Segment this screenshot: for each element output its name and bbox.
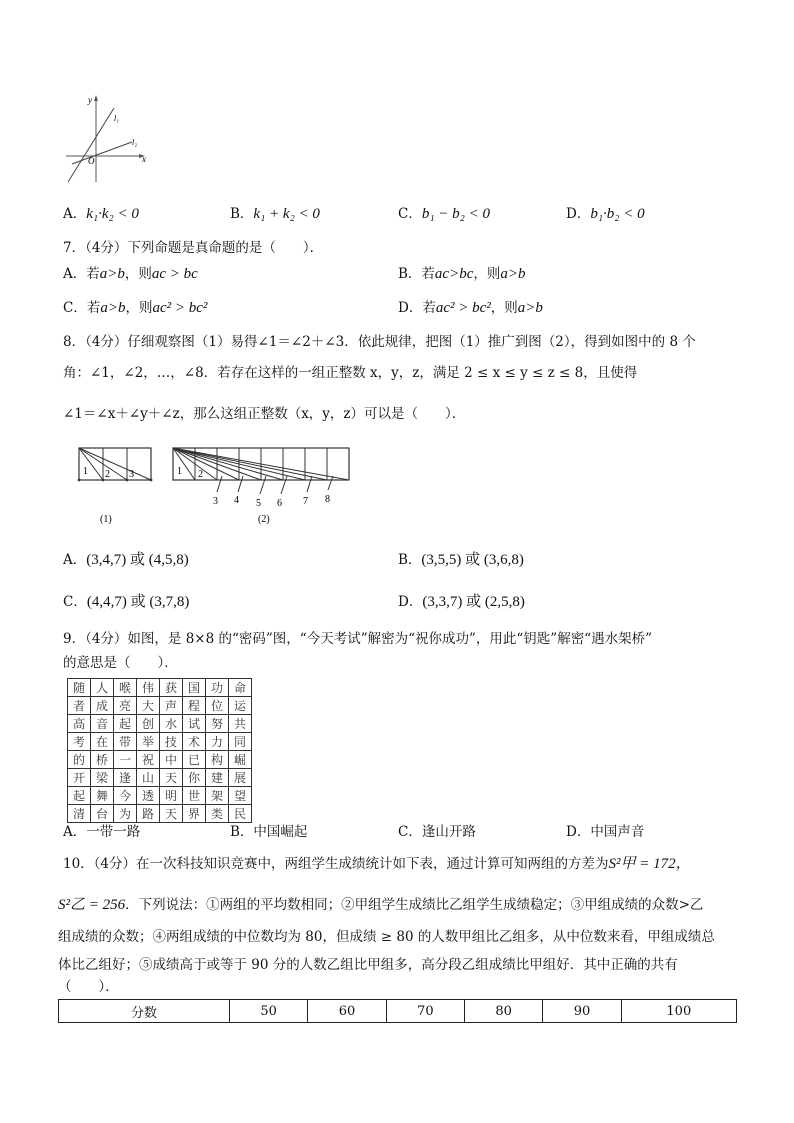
grid-cell: 山 <box>137 769 160 787</box>
grid-cell: 音 <box>91 715 114 733</box>
l1-label: l₁ <box>114 114 120 123</box>
table-cell: 50 <box>230 1000 308 1023</box>
grid-cell: 命 <box>229 679 252 697</box>
option-text: 中国崛起 <box>253 824 308 840</box>
grid-cell: 逢 <box>114 769 137 787</box>
grid-cell: 明 <box>160 787 183 805</box>
q6-option-d[interactable] <box>566 202 645 223</box>
option-expression: b₁·b₂ < 0 <box>590 206 645 222</box>
variance-jia: S²甲 = 172， <box>608 856 691 872</box>
q9-option-c[interactable] <box>398 820 476 840</box>
grid-cell: 今 <box>114 787 137 805</box>
grid-cell: 同 <box>229 733 252 751</box>
option-letter: A． <box>63 552 87 568</box>
grid-cell: 展 <box>229 769 252 787</box>
q6-line-graph <box>60 90 155 185</box>
grid-row <box>68 697 252 715</box>
line-l2 <box>72 142 132 164</box>
option-result: ac² > bc² <box>152 300 208 316</box>
option-letter: A．若 <box>63 266 100 282</box>
option-condition: ac² > bc² <box>435 300 491 316</box>
q9-option-a[interactable] <box>63 820 140 840</box>
option-letter: D． <box>566 824 591 840</box>
q10-stem-line-4: 体比乙组好；⑤成绩高于或等于 90 分的人数乙组比甲组多，高分段乙组成绩比甲组好．其中正确的共有 <box>58 957 678 973</box>
grid-cell: 梁 <box>91 769 114 787</box>
grid-cell: 祝 <box>137 751 160 769</box>
angle-label: 3 <box>129 469 134 480</box>
grid-cell: 的 <box>68 751 91 769</box>
grid-cell: 民 <box>229 805 252 823</box>
y-axis-label: y <box>88 95 92 105</box>
grid-cell: 运 <box>229 697 252 715</box>
grid-cell: 舞 <box>91 787 114 805</box>
grid-cell: 创 <box>137 715 160 733</box>
grid-row <box>68 751 252 769</box>
grid-cell: 清 <box>68 805 91 823</box>
grid-cell: 起 <box>114 715 137 733</box>
option-connector: ，则 <box>473 266 501 282</box>
grid-row <box>68 787 252 805</box>
grid-cell: 路 <box>137 805 160 823</box>
grid-cell: 技 <box>160 733 183 751</box>
grid-cell: 一 <box>114 751 137 769</box>
table-cell: 60 <box>308 1000 386 1023</box>
grid-cell: 水 <box>160 715 183 733</box>
option-letter: C． <box>398 824 422 840</box>
option-text: 中国声音 <box>590 824 645 840</box>
q8-option-d[interactable] <box>398 590 525 611</box>
option-letter: B． <box>230 206 254 222</box>
grid-cell: 架 <box>206 787 229 805</box>
grid-row <box>68 733 252 751</box>
option-condition: a>b <box>99 266 125 282</box>
grid-cell: 试 <box>183 715 206 733</box>
q8-option-b[interactable] <box>398 548 524 569</box>
grid-cell: 桥 <box>91 751 114 769</box>
option-expression: (4,4,7) 或 (3,7,8) <box>86 594 190 610</box>
angle-label: 5 <box>256 498 261 509</box>
option-letter: A． <box>63 206 87 222</box>
score-table <box>58 999 737 1023</box>
variance-yi: S²乙 = 256 <box>58 897 126 913</box>
grid-cell: 位 <box>206 697 229 715</box>
table-header-row <box>59 1000 737 1023</box>
q9-stem-line-1: 9．（4分）如图，是 8×8 的“密码”图，“今天考试”解密为“祝你成功”，用此“钥匙”解密“遇水架桥” <box>63 631 653 647</box>
option-expression: (3,4,7) 或 (4,5,8) <box>86 552 189 568</box>
q8-stem-line-1: 8．（4分）仔细观察图（1）易得∠1＝∠2＋∠3．依此规律，把图（1）推广到图（2），得到如图中的 8 个 <box>63 334 696 350</box>
q6-option-a[interactable] <box>63 202 139 223</box>
grid-row <box>68 769 252 787</box>
q8-figure-2 <box>170 444 360 528</box>
grid-row <box>68 715 252 733</box>
q10-stem-text: ．下列说法：①两组的平均数相同；②甲组学生成绩比乙组学生成绩稳定；③甲组成绩的众数>乙 <box>125 897 704 913</box>
l2-label: l₂ <box>132 138 138 147</box>
q9-option-b[interactable] <box>230 820 307 840</box>
grid-cell: 亮 <box>114 697 137 715</box>
option-letter: D． <box>566 206 591 222</box>
option-letter: C． <box>398 206 422 222</box>
grid-cell: 在 <box>91 733 114 751</box>
q10-stem-line-2 <box>58 893 703 914</box>
option-result: ac > bc <box>151 266 198 282</box>
grid-cell: 程 <box>183 697 206 715</box>
grid-cell: 伟 <box>137 679 160 697</box>
q10-stem-line-5: （ ）． <box>58 979 119 995</box>
option-connector: ，则 <box>124 266 152 282</box>
option-letter: B． <box>398 552 422 568</box>
grid-cell: 透 <box>137 787 160 805</box>
q6-option-c[interactable] <box>398 202 490 223</box>
grid-cell: 人 <box>91 679 114 697</box>
option-expression: k₁ + k₂ < 0 <box>253 206 320 222</box>
option-letter: D．若 <box>398 300 436 316</box>
q7-option-d[interactable] <box>398 296 543 317</box>
option-condition: a>b <box>100 300 126 316</box>
q7-option-b[interactable] <box>398 262 525 283</box>
grid-cell: 台 <box>91 805 114 823</box>
q10-stem-line-3: 组成绩的众数；④两组成绩的中位数均为 80，但成绩 ≥ 80 的人数甲组比乙组多，从中位数来看，甲组成绩总 <box>58 929 715 945</box>
grid-cell: 中 <box>160 751 183 769</box>
angle-label: 1 <box>83 466 88 477</box>
grid-cell: 大 <box>137 697 160 715</box>
option-result: a>b <box>500 266 526 282</box>
option-letter: A． <box>63 824 87 840</box>
option-expression: (3,5,5) 或 (3,6,8) <box>421 552 524 568</box>
grid-cell: 世 <box>183 787 206 805</box>
grid-cell: 术 <box>183 733 206 751</box>
grid-cell: 建 <box>206 769 229 787</box>
grid-cell: 者 <box>68 697 91 715</box>
table-cell: 分数 <box>59 1000 230 1023</box>
angle-label: 6 <box>277 498 282 509</box>
option-connector: ，则 <box>490 300 518 316</box>
grid-cell: 力 <box>206 733 229 751</box>
grid-cell: 举 <box>137 733 160 751</box>
option-connector: ，则 <box>125 300 153 316</box>
angle-label: 4 <box>234 495 239 506</box>
grid-cell: 天 <box>160 805 183 823</box>
q10-stem-text: 10．（4分）在一次科技知识竞赛中，两组学生成绩统计如下表，通过计算可知两组的方差为 <box>63 856 609 872</box>
angle-label: 2 <box>198 469 203 480</box>
grid-cell: 获 <box>160 679 183 697</box>
angle-label: 1 <box>177 466 182 477</box>
q8-figure-1 <box>76 444 156 528</box>
option-letter: D． <box>398 594 423 610</box>
option-expression: b₁ − b₂ < 0 <box>421 206 491 222</box>
angle-label: 7 <box>303 496 308 507</box>
option-result: a>b <box>517 300 543 316</box>
grid-cell: 为 <box>114 805 137 823</box>
option-letter: B． <box>230 824 254 840</box>
option-text: 一带一路 <box>86 824 141 840</box>
grid-cell: 高 <box>68 715 91 733</box>
q9-option-d[interactable] <box>566 820 644 840</box>
grid-cell: 功 <box>206 679 229 697</box>
q9-stem-line-2: 的意思是（ ）． <box>63 655 178 671</box>
figure-caption: (1) <box>100 514 112 525</box>
q8-option-a[interactable] <box>63 548 189 569</box>
angle-label: 3 <box>213 496 218 507</box>
password-grid <box>67 678 252 823</box>
angle-label: 8 <box>325 494 330 505</box>
option-expression: k₁·k₂ < 0 <box>86 206 139 222</box>
option-condition: ac>bc <box>434 266 474 282</box>
q8-stem-line-3: ∠1＝∠x＋∠y＋∠z，那么这组正整数（x，y，z）可以是（ ）． <box>63 406 466 422</box>
angle-label: 2 <box>105 469 110 480</box>
option-letter: C． <box>63 594 87 610</box>
grid-cell: 天 <box>160 769 183 787</box>
q6-option-b[interactable] <box>230 202 320 223</box>
grid-cell: 你 <box>183 769 206 787</box>
grid-row <box>68 679 252 697</box>
grid-cell: 望 <box>229 787 252 805</box>
q7-option-c[interactable] <box>63 296 207 317</box>
grid-cell: 带 <box>114 733 137 751</box>
grid-cell: 类 <box>206 805 229 823</box>
option-letter: C．若 <box>63 300 101 316</box>
grid-cell: 喉 <box>114 679 137 697</box>
grid-cell: 界 <box>183 805 206 823</box>
table-cell: 80 <box>464 1000 542 1023</box>
grid-cell: 随 <box>68 679 91 697</box>
q7-option-a[interactable] <box>63 262 198 283</box>
x-axis-label: x <box>142 154 146 164</box>
q8-option-c[interactable] <box>63 590 189 611</box>
table-cell: 100 <box>621 1000 736 1023</box>
grid-cell: 构 <box>206 751 229 769</box>
grid-cell: 努 <box>206 715 229 733</box>
grid-cell: 声 <box>160 697 183 715</box>
grid-cell: 考 <box>68 733 91 751</box>
grid-cell: 起 <box>68 787 91 805</box>
table-cell: 70 <box>386 1000 464 1023</box>
grid-cell: 崛 <box>229 751 252 769</box>
q10-stem-line-1 <box>63 852 691 873</box>
line-l1 <box>68 108 114 182</box>
q8-stem-line-2: 角：∠1，∠2，…，∠8．若存在这样的一组正整数 x，y，z，满足 2 ≤ x ≤ y ≤ z ≤ 8，且使得 <box>63 365 638 381</box>
origin-label: O <box>88 156 95 166</box>
table-cell: 90 <box>543 1000 621 1023</box>
grid-cell: 成 <box>91 697 114 715</box>
option-text: 逢山开路 <box>421 824 476 840</box>
grid-cell: 共 <box>229 715 252 733</box>
figure-caption: (2) <box>258 514 270 525</box>
option-expression: (3,3,7) 或 (2,5,8) <box>422 594 525 610</box>
grid-cell: 开 <box>68 769 91 787</box>
grid-cell: 已 <box>183 751 206 769</box>
grid-cell: 国 <box>183 679 206 697</box>
q7-stem: 7．（4分）下列命题是真命题的是（ ）． <box>63 240 324 256</box>
option-letter: B．若 <box>398 266 435 282</box>
